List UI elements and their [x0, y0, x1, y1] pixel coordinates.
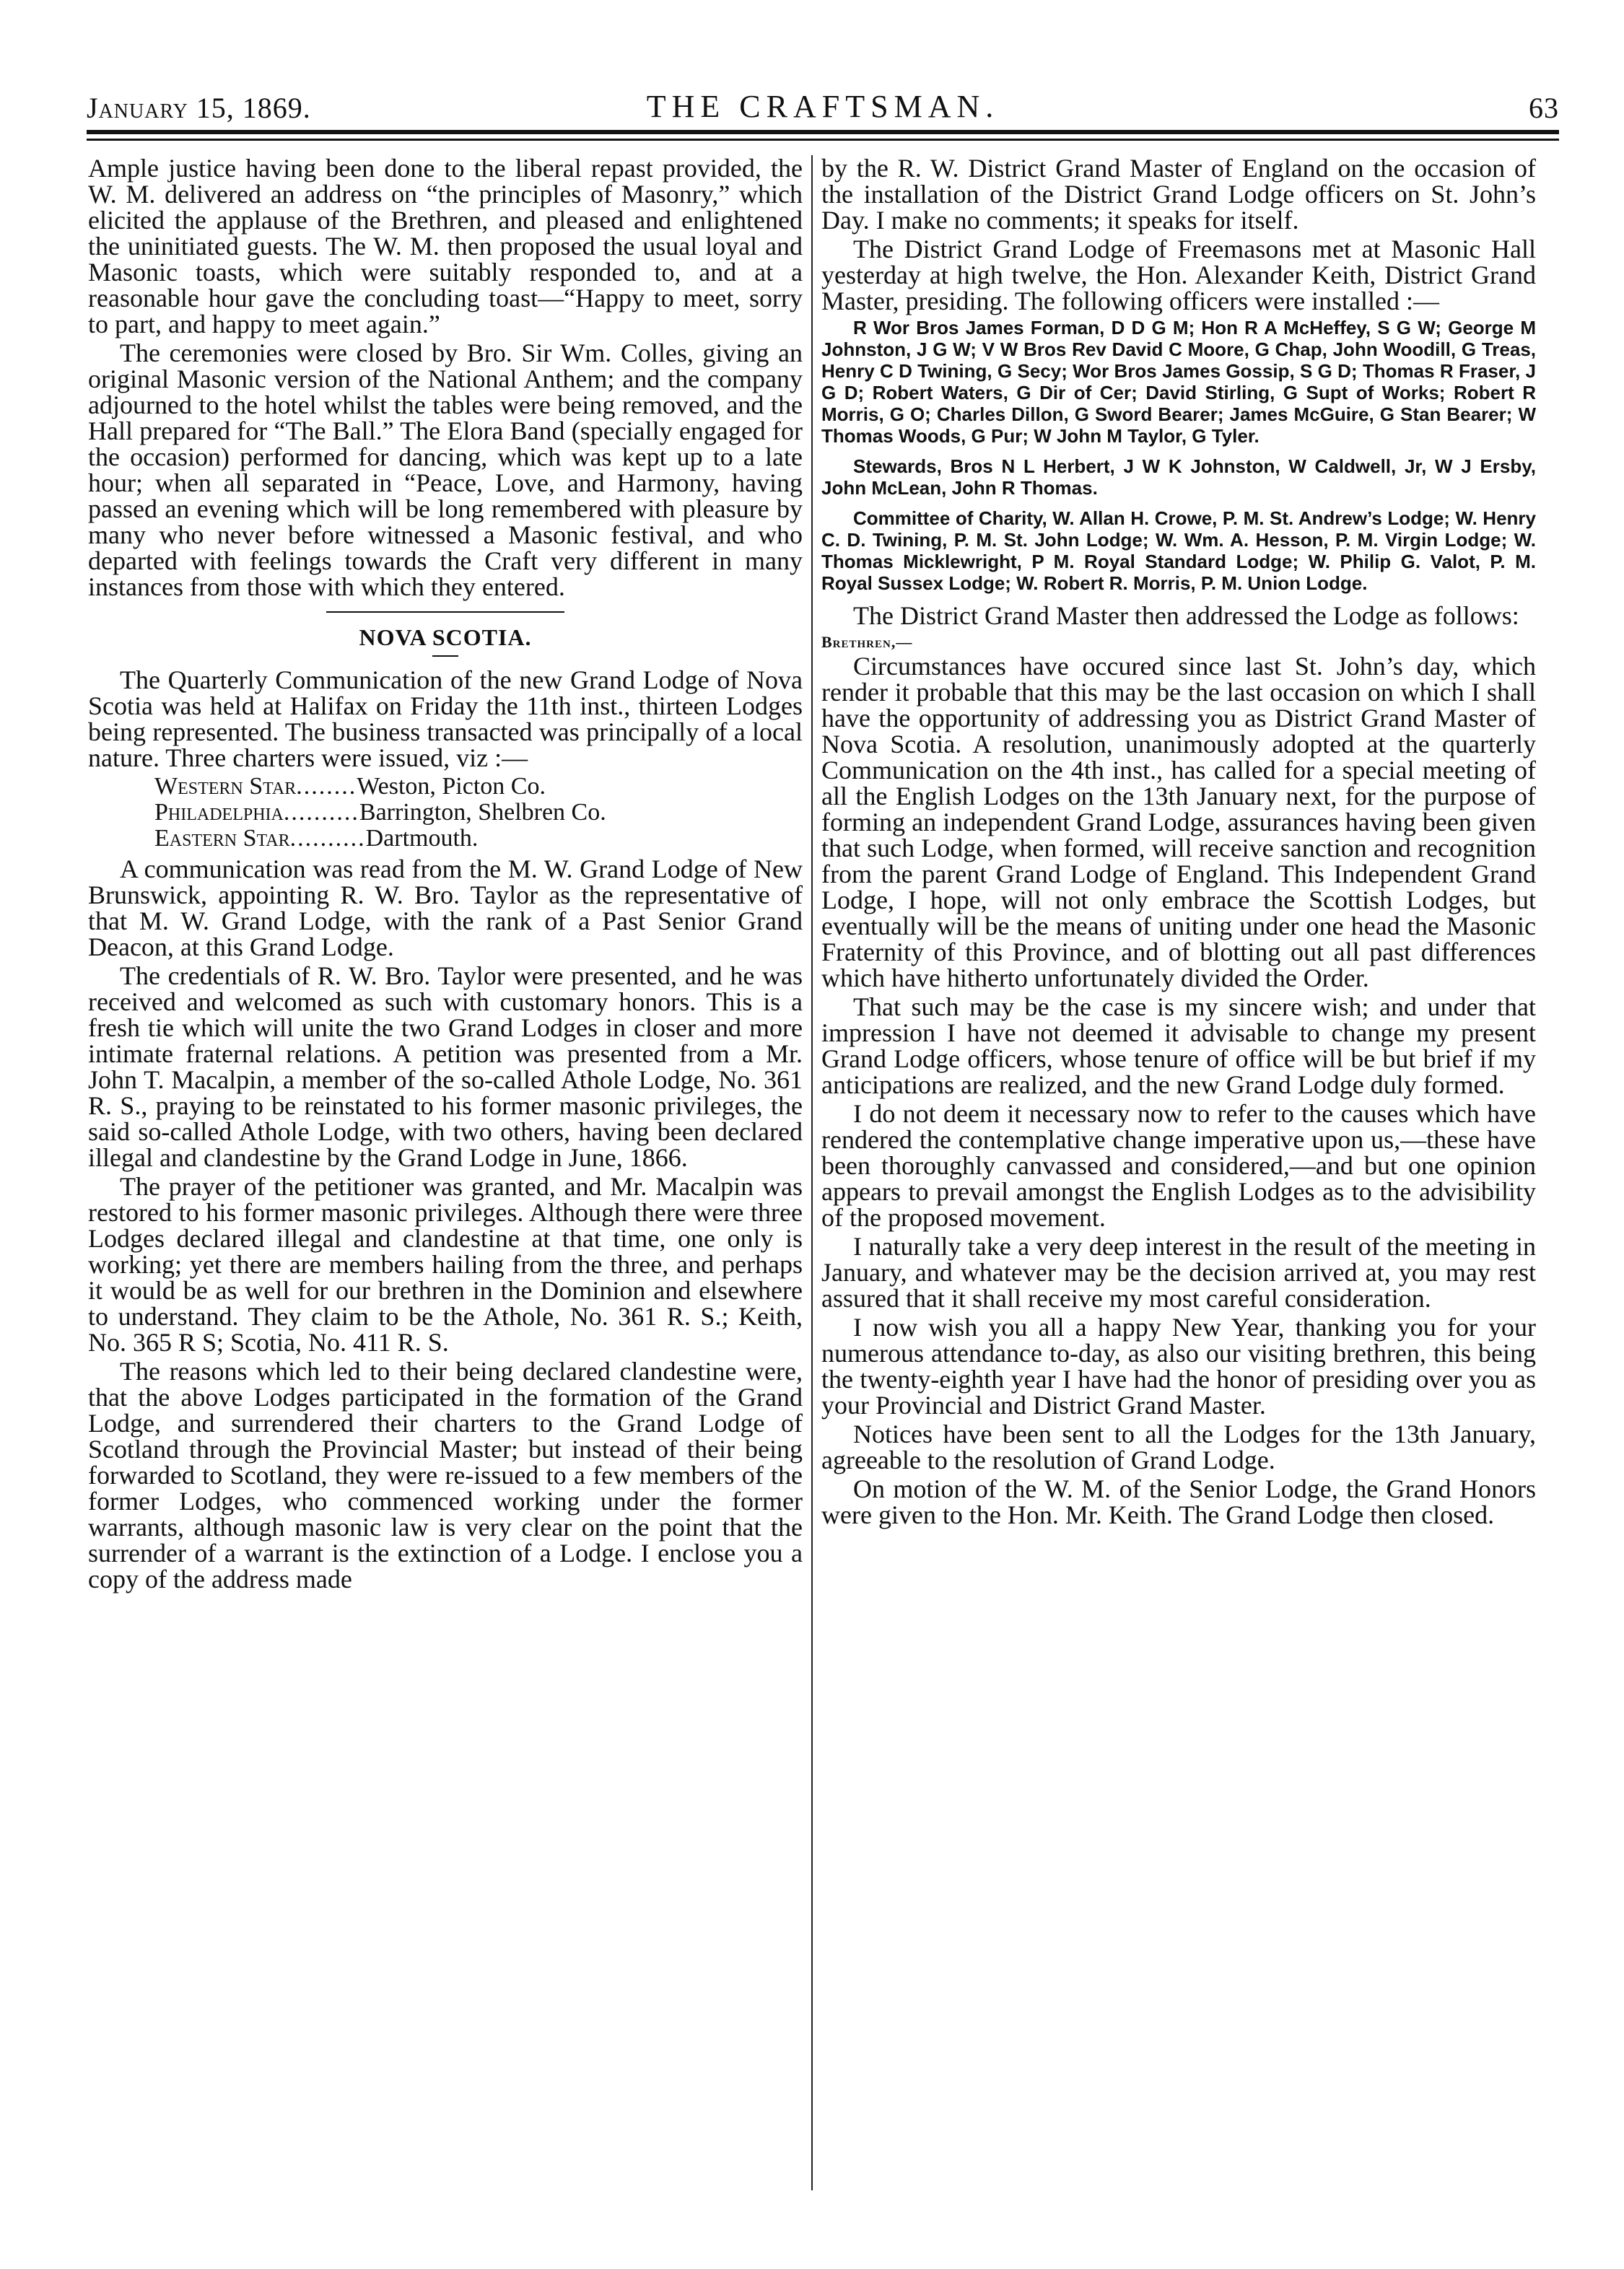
charter-row: [154, 774, 803, 800]
officer-list: R Wor Bros James Forman, D D G M; Hon R A McHeffey, S G W; George M Johnston, J G W; V W Bros Rev David C Moore, G Chap, John Woodill, G Treas, Henry C D Twining, G Secy; Wor Bros James Gossip, S G D; Thomas R Fraser, J G D; Robert Waters, G Dir of Cer; David Stirling, G Supt of Works; Robert R Morris, G O; Charles Dillon, G Sword Bearer; James McGuire, G Stan Bearer; W Thomas Woods, G Pur; W John M Taylor, G Tyler.: [821, 317, 1536, 447]
article-paragraph: The District Grand Master then addressed the Lodge as follows:: [853, 601, 1519, 630]
address-paragraph: That such may be the case is my sincere wish; and under that impression I have not deemed it advisable to change my present Grand Lodge officers, whose tenure of office will be but brief if my anticipations are realized, and the new Grand Lodge duly formed.: [821, 992, 1536, 1099]
right-column: [821, 155, 1536, 2190]
section-heading: NOVA SCOTIA.: [359, 624, 532, 650]
article-paragraph: The ceremonies were closed by Bro. Sir Wm. Colles, giving an original Masonic version of the National Anthem; and the company adjourned to the hotel whilst the tables were being removed, and the Hall prepared for “The Ball.” The Elora Band (specially engaged for the occasion) performed for dancing, which was kept up to a late hour; when all separated in “Peace, Love, and Harmony, having passed an evening which will be long remembered with pleasure by many who never before witnessed a Masonic festival, and who departed with feelings towards the Craft very different in many instances from those with which they entered.: [88, 338, 803, 601]
article-paragraph: The reasons which led to their being declared clandestine were, that the above Lodges participated in the formation of the Grand Lodge, and surrendered their charters to the Grand Lodge of Scotland through the Provincial Master; but instead of their being forwarded to Scotland, they were re-issued to a few members of the former Lodges, who commenced working under the former warrants, although masonic law is very clear on the point that the surrender of a warrant is the extinction of a Lodge. I enclose you a copy of the address made: [88, 1357, 803, 1593]
address-paragraph: I naturally take a very deep interest in the result of the meeting in January, and whatever may be the decision arrived at, you may rest assured that it shall receive my most careful consideration.: [821, 1232, 1536, 1313]
leader-dots: ..........: [283, 799, 359, 826]
article-paragraph: Ample justice having been done to the liberal repast provided, the W. M. delivered an address on “the principles of Masonry,” which elicited the applause of the Brethren, and pleased and enlightened the uninitiated guests. The W. M. then proposed the usual loyal and Masonic toasts, which were suitably responded to, and at a reasonable hour gave the concluding toast—“Happy to meet, sorry to part, and happy to meet again.”: [88, 155, 803, 338]
header-rule-thick: [87, 130, 1559, 134]
officer-list: Stewards, Bros N L Herbert, J W K Johnston, W Caldwell, Jr, W J Ersby, John McLean, John R Thomas.: [821, 455, 1536, 499]
leader-dots: ..........: [289, 825, 366, 852]
article-paragraph: On motion of the W. M. of the Senior Lodge, the Grand Honors were given to the Hon. Mr. Keith. The Grand Lodge then closed.: [821, 1474, 1536, 1529]
charter-name: Philadelphia: [154, 799, 284, 826]
article-separator: [326, 611, 564, 613]
page-header: [87, 85, 1559, 128]
charter-name: Western Star: [154, 773, 297, 800]
heading-dash: [432, 655, 458, 657]
article-paragraph: Notices have been sent to all the Lodges for the 13th January, agreeable to the resolution of Grand Lodge.: [821, 1420, 1536, 1474]
article-paragraph: The credentials of R. W. Bro. Taylor were presented, and he was received and welcomed as such with customary honors. This is a fresh tie which will unite the two Grand Lodges in closer and more intimate fraternal relations. A petition was presented from a Mr. John T. Macalpin, a member of the so-called Athole Lodge, No. 361 R. S., praying to be reinstated to his former masonic privileges, the said so-called Athole Lodge, with two others, having been declared illegal and clandestine by the Grand Lodge in June, 1866.: [88, 961, 803, 1172]
officer-list: Committee of Charity, W. Allan H. Crowe, P. M. St. Andrew’s Lodge; W. Henry C. D. Twining, P. M. St. John Lodge; W. Wm. A. Hesson, P. M. Virgin Lodge; W. Thomas Micklewright, P M. Royal Standard Lodge; W. Philip G. Valot, P. M. Royal Sussex Lodge; W. Robert R. Morris, P. M. Union Lodge.: [821, 507, 1536, 594]
article-paragraph: The Quarterly Communication of the new Grand Lodge of Nova Scotia was held at Halifax on Friday the 11th inst., thirteen Lodges being represented. The business transacted was principally of a local nature. Three charters were issued, viz :—: [88, 665, 803, 772]
address-paragraph: I do not deem it necessary now to refer to the causes which have rendered the contemplative change imperative upon us,—these have been thoroughly canvassed and considered,—and but one opinion appears to prevail amongst the English Lodges as to the advisibility of the proposed movement.: [821, 1099, 1536, 1232]
column-divider: [811, 155, 813, 2190]
header-rule-thin: [87, 139, 1559, 141]
leader-dots: ........: [296, 773, 357, 800]
charter-row: [154, 800, 803, 826]
charter-name: Eastern Star: [154, 825, 290, 852]
article-paragraph: by the R. W. District Grand Master of England on the occasion of the installation of the District Grand Lodge officers on St. John’s Day. I make no comments; it speaks for itself.: [821, 155, 1536, 235]
salutation: Brethren,—: [821, 633, 913, 651]
charter-place: Weston, Picton Co.: [357, 773, 546, 800]
left-column: [88, 155, 803, 2190]
address-paragraph: Circumstances have occured since last St. John’s day, which render it probable that this may be the last occasion on which I shall have the opportunity of addressing you as District Grand Master of Nova Scotia. A resolution, unanimously adopted at the quarterly Communication on the 4th inst., has called for a special meeting of all the English Lodges on the 13th January next, for the purpose of forming an independent Grand Lodge, assurances having been given that such Lodge, when formed, will receive sanction and recognition from the parent Grand Lodge of England. This Independent Grand Lodge, I hope, will not only embrace the Scottish Lodges, but eventually will be the means of uniting under one head the Masonic Fraternity of this Province, and of blotting out all past differences which have hitherto unfortunately divided the Order.: [821, 652, 1536, 992]
address-paragraph: I now wish you all a happy New Year, thanking you for your numerous attendance to-day, as also our visiting brethren, this being the twenty-eighth year I have had the honor of presiding over you as your Provincial and District Grand Master.: [821, 1313, 1536, 1420]
charter-row: [154, 826, 803, 852]
page-number: 63: [1529, 92, 1559, 124]
publication-title: THE CRAFTSMAN.: [646, 89, 1000, 124]
charter-list: [154, 774, 803, 852]
article-paragraph: The District Grand Lodge of Freemasons met at Masonic Hall yesterday at high twelve, the Hon. Alexander Keith, District Grand Master, presiding. The following officers were installed :—: [821, 235, 1536, 315]
charter-place: Dartmouth.: [365, 825, 479, 852]
charter-place: Barrington, Shelbren Co.: [359, 799, 606, 826]
article-paragraph: A communication was read from the M. W. Grand Lodge of New Brunswick, appointing R. W. Bro. Taylor as the representative of that M. W. Grand Lodge, with the rank of a Past Senior Grand Deacon, at this Grand Lodge.: [88, 854, 803, 961]
article-paragraph: The prayer of the petitioner was granted, and Mr. Macalpin was restored to his former masonic privileges. Although there were three Lodges declared illegal and clandestine at that time, one only is working; yet there are members hailing from the three, and perhaps it would be as well for our brethren in the Dominion and elsewhere to understand. They claim to be the Athole, No. 361 R. S.; Keith, No. 365 R S; Scotia, No. 411 R. S.: [88, 1172, 803, 1357]
issue-date: January 15, 1869.: [87, 92, 311, 124]
